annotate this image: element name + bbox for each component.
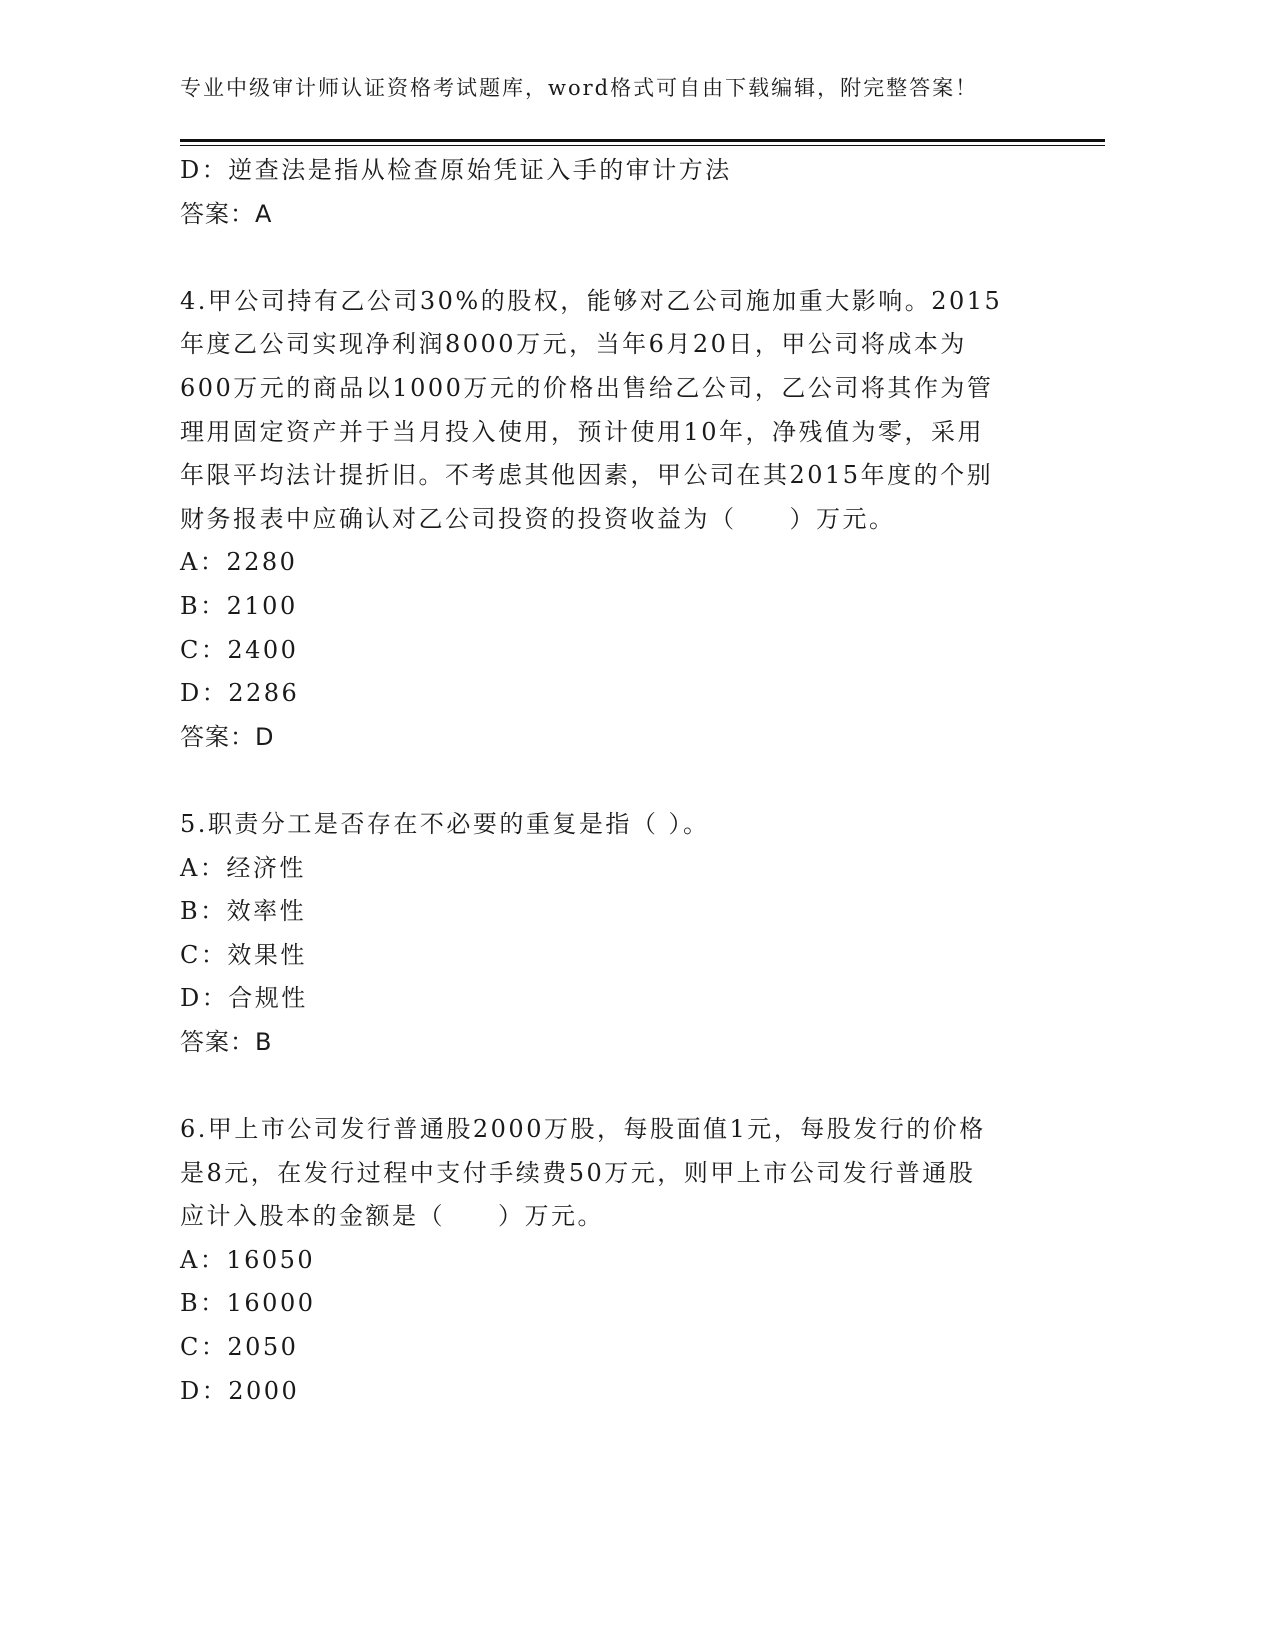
option-a: A：2280: [180, 548, 298, 577]
option-d: D：合规性: [180, 984, 308, 1013]
option-c: C：效果性: [180, 940, 307, 969]
option-c: C：2050: [180, 1333, 299, 1362]
header-rule-thin: [180, 145, 1105, 146]
option-b: B：16000: [180, 1289, 316, 1318]
option-d: D：2000: [180, 1376, 300, 1405]
option-a: A：16050: [180, 1245, 316, 1274]
answer: 答案：D: [180, 722, 275, 751]
prev-answer: 答案：A: [180, 199, 273, 228]
header-rule-thick: [180, 139, 1105, 142]
question-stem-line: 年度乙公司实现净利润8000万元，当年6月20日，甲公司将成本为: [180, 330, 967, 359]
question-stem-line: 6.甲上市公司发行普通股2000万股，每股面值1元，每股发行的价格: [180, 1115, 986, 1144]
question-stem-line: 应计入股本的金额是（ ）万元。: [180, 1202, 604, 1231]
answer: 答案：B: [180, 1027, 273, 1056]
prev-option-d: D：逆查法是指从检查原始凭证入手的审计方法: [180, 156, 732, 184]
question-stem-line: 5.职责分工是否存在不必要的重复是指（ ）。: [180, 809, 710, 838]
option-b: B：效率性: [180, 897, 307, 926]
option-c: C：2400: [180, 635, 299, 664]
option-a: A：经济性: [180, 853, 306, 882]
question-stem-line: 年限平均法计提折旧。不考虑其他因素，甲公司在其2015年度的个别: [180, 461, 994, 490]
question-6: [180, 1108, 1050, 1413]
option-d: D：2286: [180, 679, 300, 708]
page-header: 专业中级审计师认证资格考试题库，word格式可自由下载编辑，附完整答案！: [180, 76, 979, 100]
question-stem-line: 是8元，在发行过程中支付手续费50万元，则甲上市公司发行普通股: [180, 1158, 976, 1187]
question-stem-line: 4.甲公司持有乙公司30%的股权，能够对乙公司施加重大影响。2015: [180, 286, 1003, 315]
question-content: [180, 149, 1050, 1413]
question-stem-line: 理用固定资产并于当月投入使用，预计使用10年，净残值为零，采用: [180, 417, 985, 446]
question-stem-line: 600万元的商品以1000万元的价格出售给乙公司，乙公司将其作为管: [180, 373, 994, 402]
question-stem-line: 财务报表中应确认对乙公司投资的投资收益为（ ）万元。: [180, 504, 896, 533]
option-b: B：2100: [180, 591, 298, 620]
question-4: [180, 280, 1050, 760]
question-5: [180, 803, 1050, 1065]
